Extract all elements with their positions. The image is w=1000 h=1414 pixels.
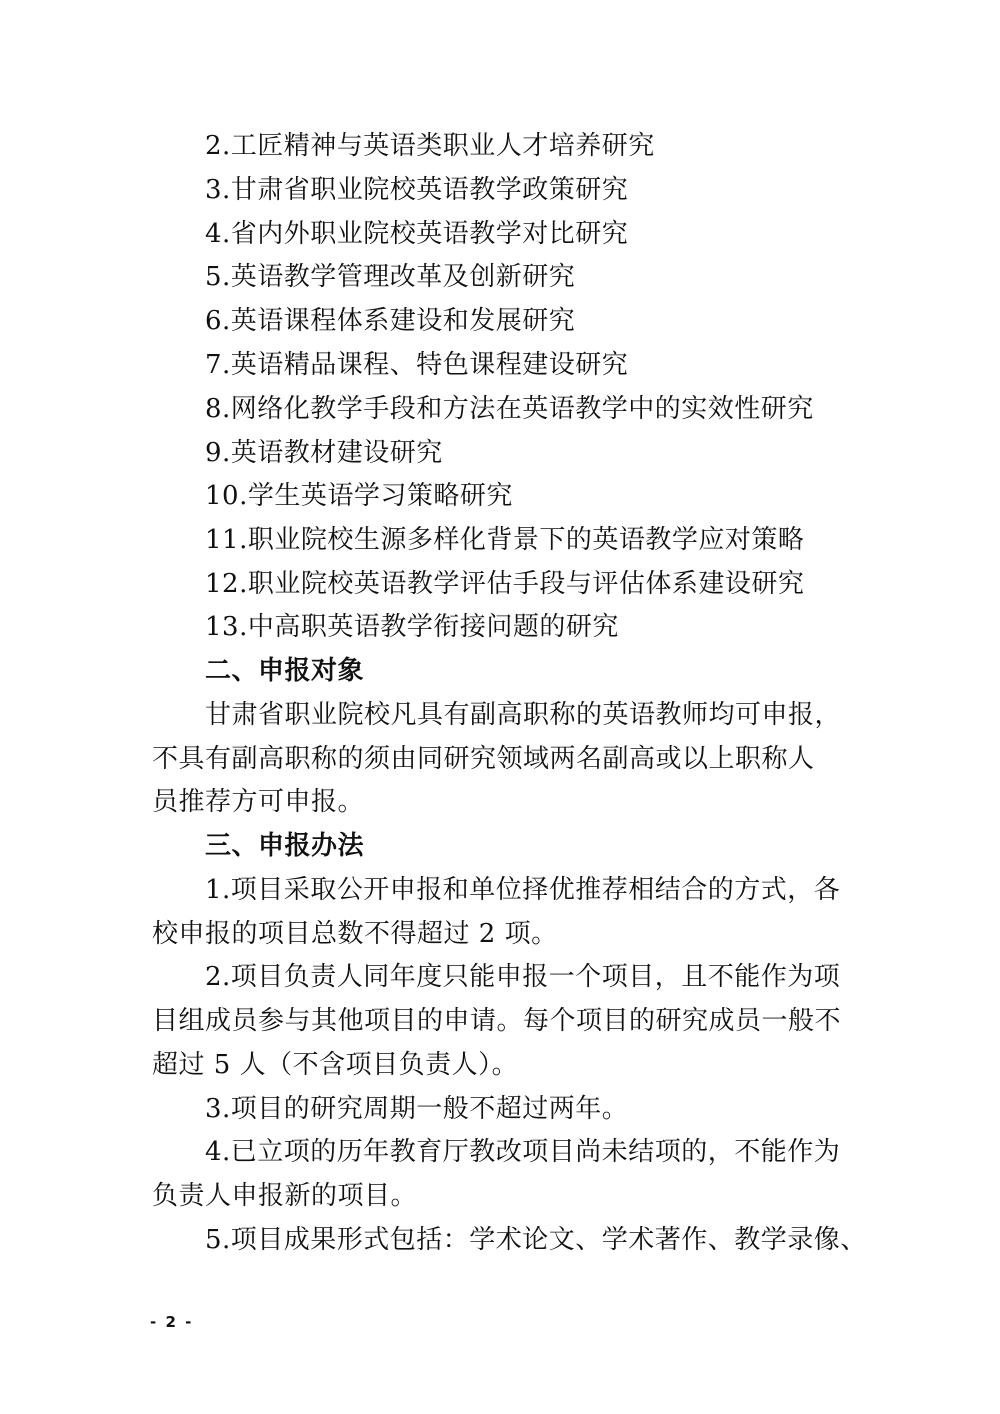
section-heading: 三、申报办法: [205, 831, 365, 861]
topic-item: 4.省内外职业院校英语教学对比研究: [205, 219, 629, 249]
paragraph-line: 超过 5 人（不含项目负责人）。: [152, 1050, 519, 1080]
paragraph-line: 2.项目负责人同年度只能申报一个项目，且不能作为项: [205, 962, 841, 992]
paragraph-line: 负责人申报新的项目。: [152, 1181, 418, 1211]
topic-item: 11.职业院校生源多样化背景下的英语教学应对策略: [205, 525, 805, 555]
topic-item: 13.中高职英语教学衔接问题的研究: [205, 612, 619, 642]
paragraph-line: 校申报的项目总数不得超过 2 项。: [152, 919, 558, 949]
paragraph-line: 目组成员参与其他项目的申请。每个项目的研究成员一般不: [152, 1006, 842, 1036]
topic-item: 8.网络化教学手段和方法在英语教学中的实效性研究: [205, 394, 814, 424]
topic-item: 10.学生英语学习策略研究: [205, 481, 513, 511]
paragraph-line: 4.已立项的历年教育厅教改项目尚未结项的，不能作为: [205, 1137, 841, 1167]
topic-item: 5.英语教学管理改革及创新研究: [205, 262, 576, 292]
paragraph-line: 5.项目成果形式包括：学术论文、学术著作、教学录像、: [205, 1225, 867, 1255]
paragraph-line: 甘肃省职业院校凡具有副高职称的英语教师均可申报，: [205, 700, 842, 730]
paragraph-line: 员推荐方可申报。: [152, 787, 365, 817]
topic-item: 12.职业院校英语教学评估手段与评估体系建设研究: [205, 569, 805, 599]
paragraph-line: 1.项目采取公开申报和单位择优推荐相结合的方式，各: [205, 875, 841, 905]
topic-item: 7.英语精品课程、特色课程建设研究: [205, 350, 629, 380]
topic-item: 3.甘肃省职业院校英语教学政策研究: [205, 175, 629, 205]
page-number: - 2 -: [150, 1313, 194, 1331]
topic-item: 2.工匠精神与英语类职业人才培养研究: [205, 131, 655, 161]
topic-item: 9.英语教材建设研究: [205, 438, 443, 468]
paragraph-line: 不具有副高职称的须由同研究领域两名副高或以上职称人: [152, 744, 815, 774]
section-heading: 二、申报对象: [205, 656, 365, 686]
paragraph-line: 3.项目的研究周期一般不超过两年。: [205, 1094, 629, 1124]
topic-item: 6.英语课程体系建设和发展研究: [205, 306, 576, 336]
